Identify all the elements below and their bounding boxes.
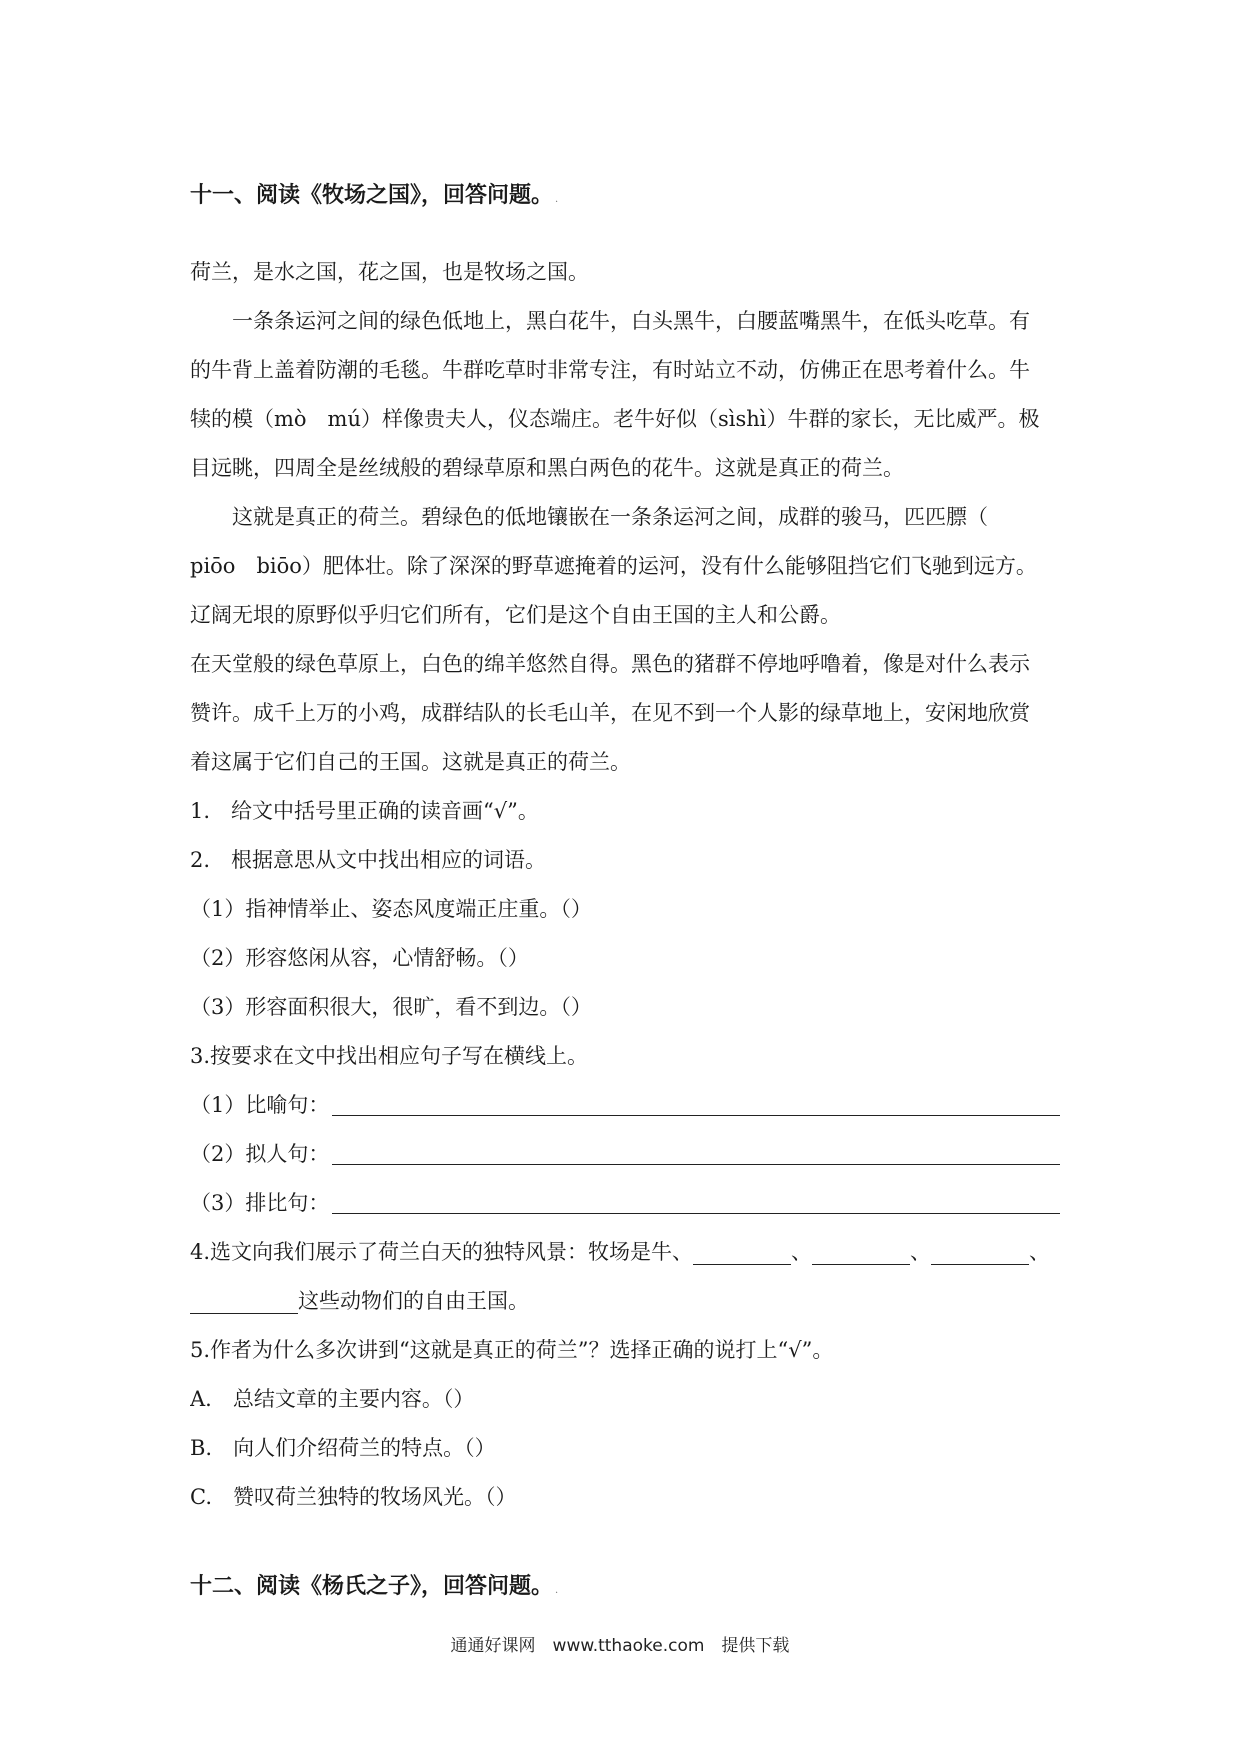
question-3-item-1-label: （1）比喻句： [190, 1093, 330, 1117]
question-2-item-3: （3）形容面积很大，很旷，看不到边。（） [190, 995, 592, 1019]
passage-line-3: 的牛背上盖着防潮的毛毯。牛群吃草时非常专注，有时站立不动，仿佛正在思考着什么。牛 [190, 358, 1030, 382]
question-5-option-b: B. 向人们介绍荷兰的特点。（） [190, 1436, 496, 1460]
passage-line-7: piōo biōo）肥体壮。除了深深的野草遮掩着的运河，没有什么能够阻挡它们飞驰到远方。 [190, 554, 1037, 578]
answer-blank-animal-4[interactable] [190, 1291, 298, 1314]
question-4-continued [190, 1286, 1060, 1316]
passage-line-8: 辽阔无垠的原野似乎归它们所有，它们是这个自由王国的主人和公爵。 [190, 603, 841, 627]
question-5: 5.作者为什么多次讲到“这就是真正的荷兰”？选择正确的说打上“√”。 [190, 1338, 834, 1362]
page-footer: 通通好课网 www.tthaoke.com 提供下载 [450, 1636, 790, 1656]
question-4 [190, 1237, 1070, 1267]
passage-line-1: 荷兰，是水之国，花之国，也是牧场之国。 [190, 260, 589, 284]
question-3-item-3-label: （3）排比句： [190, 1191, 330, 1215]
section-12-heading-text: 十二、阅读《杨氏之子》，回答问题。 [190, 1573, 554, 1599]
question-3-item-2-label: （2）拟人句： [190, 1142, 330, 1166]
passage-line-6: 这就是真正的荷兰。碧绿色的低地镶嵌在一条条运河之间，成群的骏马，匹匹膘（ [232, 505, 988, 529]
question-5-option-c: C. 赞叹荷兰独特的牧场风光。（） [190, 1485, 517, 1509]
question-4-sep-2: 、 [910, 1240, 932, 1264]
question-4-sep-3: 、 [1029, 1240, 1051, 1264]
question-3: 3.按要求在文中找出相应句子写在横线上。 [190, 1044, 589, 1068]
section-12-heading-mark: . [555, 1585, 559, 1596]
question-4-sep-1: 、 [791, 1240, 813, 1264]
section-11-heading-mark: . [555, 194, 559, 205]
answer-line-simile[interactable] [332, 1115, 1060, 1116]
question-5-option-a: A. 总结文章的主要内容。（） [190, 1387, 475, 1411]
passage-line-2: 一条条运河之间的绿色低地上，黑白花牛，白头黑牛，白腰蓝嘴黑牛，在低头吃草。有 [232, 309, 1030, 333]
answer-blank-animal-3[interactable] [931, 1242, 1029, 1265]
passage-line-5: 目远眺，四周全是丝绒般的碧绿草原和黑白两色的花牛。这就是真正的荷兰。 [190, 456, 904, 480]
passage-line-4: 犊的模（mò mú）样像贵夫人，仪态端庄。老牛好似（sìshì）牛群的家长，无比威严。极 [190, 407, 1040, 431]
question-4-start: 4.选文向我们展示了荷兰白天的独特风景：牧场是牛、 [190, 1240, 694, 1264]
answer-blank-animal-1[interactable] [693, 1242, 791, 1265]
question-2: 2. 根据意思从文中找出相应的词语。 [190, 848, 547, 872]
section-11-heading-text: 十一、阅读《牧场之国》，回答问题。 [190, 182, 554, 208]
passage-line-10: 赞许。成千上万的小鸡，成群结队的长毛山羊，在见不到一个人影的绿草地上，安闲地欣赏 [190, 701, 1030, 725]
section-12-heading [190, 1571, 1060, 1606]
answer-line-parallelism[interactable] [332, 1213, 1060, 1214]
answer-blank-animal-2[interactable] [812, 1242, 910, 1265]
question-1: 1. 给文中括号里正确的读音画“√”。 [190, 799, 539, 823]
section-11-heading [190, 180, 1060, 215]
question-2-item-2: （2）形容悠闲从容，心情舒畅。（） [190, 946, 529, 970]
question-4-end: 这些动物们的自由王国。 [298, 1289, 529, 1313]
answer-line-personification[interactable] [332, 1164, 1060, 1165]
passage-line-11: 着这属于它们自己的王国。这就是真正的荷兰。 [190, 750, 631, 774]
question-2-item-1: （1）指神情举止、姿态风度端正庄重。（） [190, 897, 592, 921]
passage-line-9: 在天堂般的绿色草原上，白色的绵羊悠然自得。黑色的猪群不停地呼噜着，像是对什么表示 [190, 652, 1030, 676]
